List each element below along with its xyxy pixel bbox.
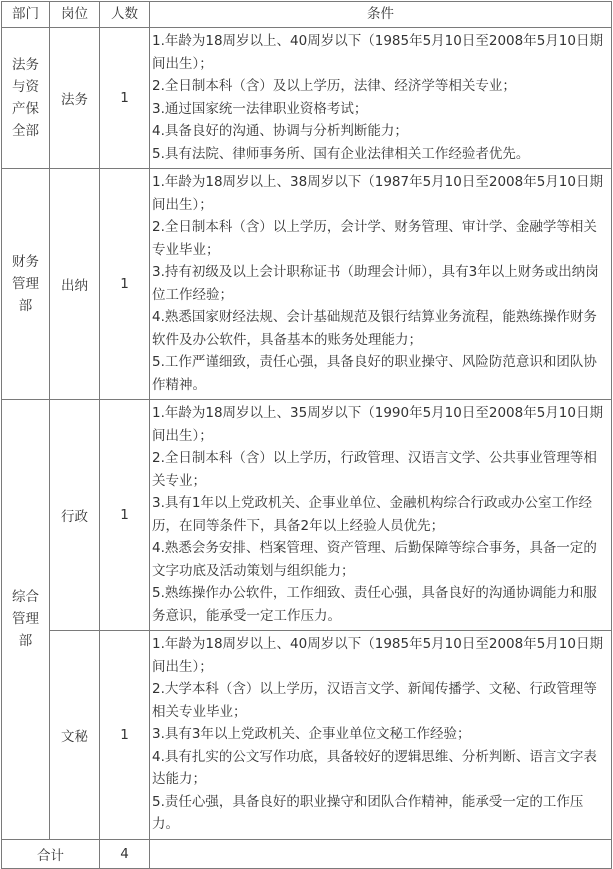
total-label: 合计 [2,839,100,868]
condition-item: 4.具有扎实的公文写作功底，具备较好的逻辑思维、分析判断、语言文字表达能力； [152,748,597,787]
condition-item: 3.持有初级及以上会计职称证书（助理会计师），具有3年以上财务或出纳岗位工作经验； [152,264,599,303]
condition-item: 2.全日制本科（含）以上学历，行政管理、汉语言文学、公共事业管理等相关专业； [152,450,597,489]
conditions-cell [150,28,612,169]
position-cell: 文秘 [50,631,100,840]
total-row [2,839,612,868]
header-position: 岗位 [50,2,100,28]
dept-cell: 法务与资产保全部 [2,28,50,169]
header-conditions: 条件 [150,2,612,28]
condition-item: 3.具有1年以上党政机关、企事业单位、金融机构综合行政或办公室工作经历，在同等条件下，具备2年以上经验人员优先； [152,495,592,534]
table-row [2,400,612,631]
header-row [2,2,612,28]
conditions-cell [150,631,612,840]
count-cell: 1 [100,169,150,400]
condition-item: 1.年龄为18周岁以上、40周岁以下（1985年5月10日至2008年5月10日期间出生）； [152,33,603,72]
table-row [2,28,612,169]
header-count: 人数 [100,2,150,28]
position-cell: 行政 [50,400,100,631]
total-empty-cell [150,839,612,868]
condition-item: 2.全日制本科（含）及以上学历，法律、经济学等相关专业； [152,78,516,94]
conditions-cell [150,169,612,400]
conditions-cell [150,400,612,631]
condition-item: 5.责任心强，具备良好的职业操守和团队合作精神，能承受一定的工作压力。 [152,793,584,832]
condition-item: 1.年龄为18周岁以上、40周岁以下（1985年5月10日至2008年5月10日期间出生）； [152,636,603,675]
count-cell: 1 [100,400,150,631]
condition-item: 2.全日制本科（含）以上学历，会计学、财务管理、审计学、金融学等相关专业毕业； [152,219,597,258]
condition-item: 3.通过国家统一法律职业资格考试； [152,100,368,117]
recruitment-table [1,1,612,869]
condition-item: 3.具有3年以上党政机关、企事业单位文秘工作经验； [152,726,471,742]
position-cell: 法务 [50,28,100,169]
condition-item: 4.熟悉会务安排、档案管理、资产管理、后勤保障等综合事务，具备一定的文字功底及活动策划与组织能力； [152,540,597,579]
condition-item: 4.具备良好的沟通、协调与分析判断能力； [152,123,408,139]
condition-item: 5.工作严谨细致，责任心强，具备良好的职业操守、风险防范意识和团队协作精神。 [152,354,597,393]
condition-item: 1.年龄为18周岁以上、35周岁以下（1990年5月10日至2008年5月10日期间出生）； [152,405,603,444]
condition-item: 1.年龄为18周岁以上、38周岁以下（1987年5月10日至2008年5月10日期间出生）； [152,174,603,213]
table-row [2,631,612,840]
header-dept: 部门 [2,2,50,28]
position-cell: 出纳 [50,169,100,400]
condition-item: 4.熟悉国家财经法规、会计基础规范及银行结算业务流程，能熟练操作财务软件及办公软件，具备基本的账务处理能力； [152,309,597,348]
count-cell: 1 [100,28,150,169]
condition-item: 2.大学本科（含）以上学历，汉语言文学、新闻传播学、文秘、行政管理等相关专业毕业； [152,681,597,720]
condition-item: 5.熟练操作办公软件，工作细致、责任心强，具备良好的沟通协调能力和服务意识，能承受一定工作压力。 [152,585,597,624]
dept-cell: 综合管理部 [2,400,50,840]
condition-item: 5.具有法院、律师事务所、国有企业法律相关工作经验者优先。 [152,145,530,162]
dept-cell: 财务管理部 [2,169,50,400]
total-count: 4 [100,839,150,868]
table-row [2,169,612,400]
count-cell: 1 [100,631,150,840]
